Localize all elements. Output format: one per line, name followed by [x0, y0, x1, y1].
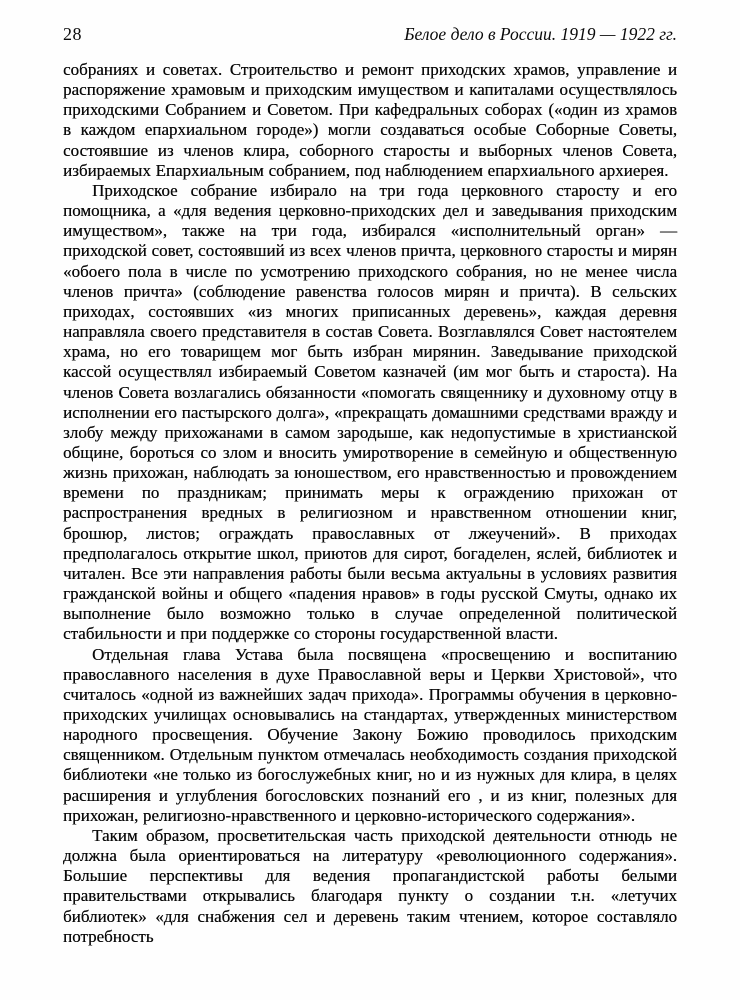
- page-body: [63, 60, 677, 947]
- paragraph-charter-chapter: Отдельная глава Устава была посвящена «просвещению и воспитанию православного населения в духе Православной веры и Церкви Христовой», что считалось «одной из важнейших задач прихода». Программы обучения в церковно-приходских училищах основывались на стандартах, утвержденных министерством народного просвещения. Обучение Закону Божию проводилось приходским священником. Отдельным пунктом отмечалась необходимость создания приходской библиотеки «не только из богослужебных книг, но и из нужных для клира, в целях расширения и углубления богословских познаний его , и из книг, полезных для прихожан, религиозно-нравственного и церковно-исторического содержания».: [63, 644, 677, 825]
- page-number: 28: [63, 24, 82, 44]
- running-title: Белое дело в России. 1919 — 1922 гг.: [404, 24, 677, 44]
- paragraph-parish-assembly: Приходское собрание избирало на три года церковного старосту и его помощника, а «для ведения церковно-приходских дел и заведывания приходским имуществом», также на три года, избирался «исполнительный орган» — приходской совет, состоявший из всех членов причта, церковного старосты и мирян «обоего пола в числе по усмотрению приходского собрания, но не менее числа членов причта» (соблюдение равенства голосов мирян и причта). В сельских приходах, состоявших «из многих приписанных деревень», каждая деревня направляла своего представителя в состав Совета. Возглавлялся Совет настоятелем храма, но его товарищем мог быть избран мирянин. Заведывание приходской кассой осуществлял избираемый Советом казначей (им мог быть и староста). На членов Совета возлагались обязанности «помогать священнику и духовному отцу в исполнении его пастырского долга», «прекращать домашними средствами вражду и злобу между прихожанами в самом зародыше, как недопустимые в христианской общине, бороться со злом и вносить умиротворение в семейную и общественную жизнь прихожан, наблюдать за юношеством, его нравственностью и провождением времени по праздникам; принимать меры к ограждению прихожан от распространения вредных в религиозном и нравственном отношении книг, брошюр, листов; ограждать православных от лжеучений». В приходах предполагалось открытие школ, приютов для сирот, богаделен, яслей, библиотек и читален. Все эти направления работы были весьма актуальны в условиях развития гражданской войны и общего «падения нравов» в годы русской Смуты, однако их выполнение было возможно только в случае определенной политической стабильности и при поддержке со стороны государственной власти.: [63, 180, 677, 644]
- paragraph-conclusion: Таким образом, просветительская часть приходской деятельности отнюдь не должна была ориентироваться на литературу «революционного содержания». Большие перспективы для ведения пропагандистской работы белыми правительствами открывались благодаря пункту о создании т.н. «летучих библиотек» «для снабжения сел и деревень таким чтением, которое составляло потребность: [63, 825, 677, 946]
- page-header: [63, 24, 677, 45]
- paragraph-continuation: собраниях и советах. Строительство и ремонт приходских храмов, управление и распоряжение храмовым и приходским имуществом и капиталами осуществлялось приходскими Собранием и Советом. При кафедральных соборах («один из храмов в каждом епархиальном городе») могли создаваться особые Соборные Советы, состоявшие из членов клира, соборного старосты и выборных членов Совета, избираемых Епархиальным собранием, под наблюдением епархиального архиерея.: [63, 60, 677, 180]
